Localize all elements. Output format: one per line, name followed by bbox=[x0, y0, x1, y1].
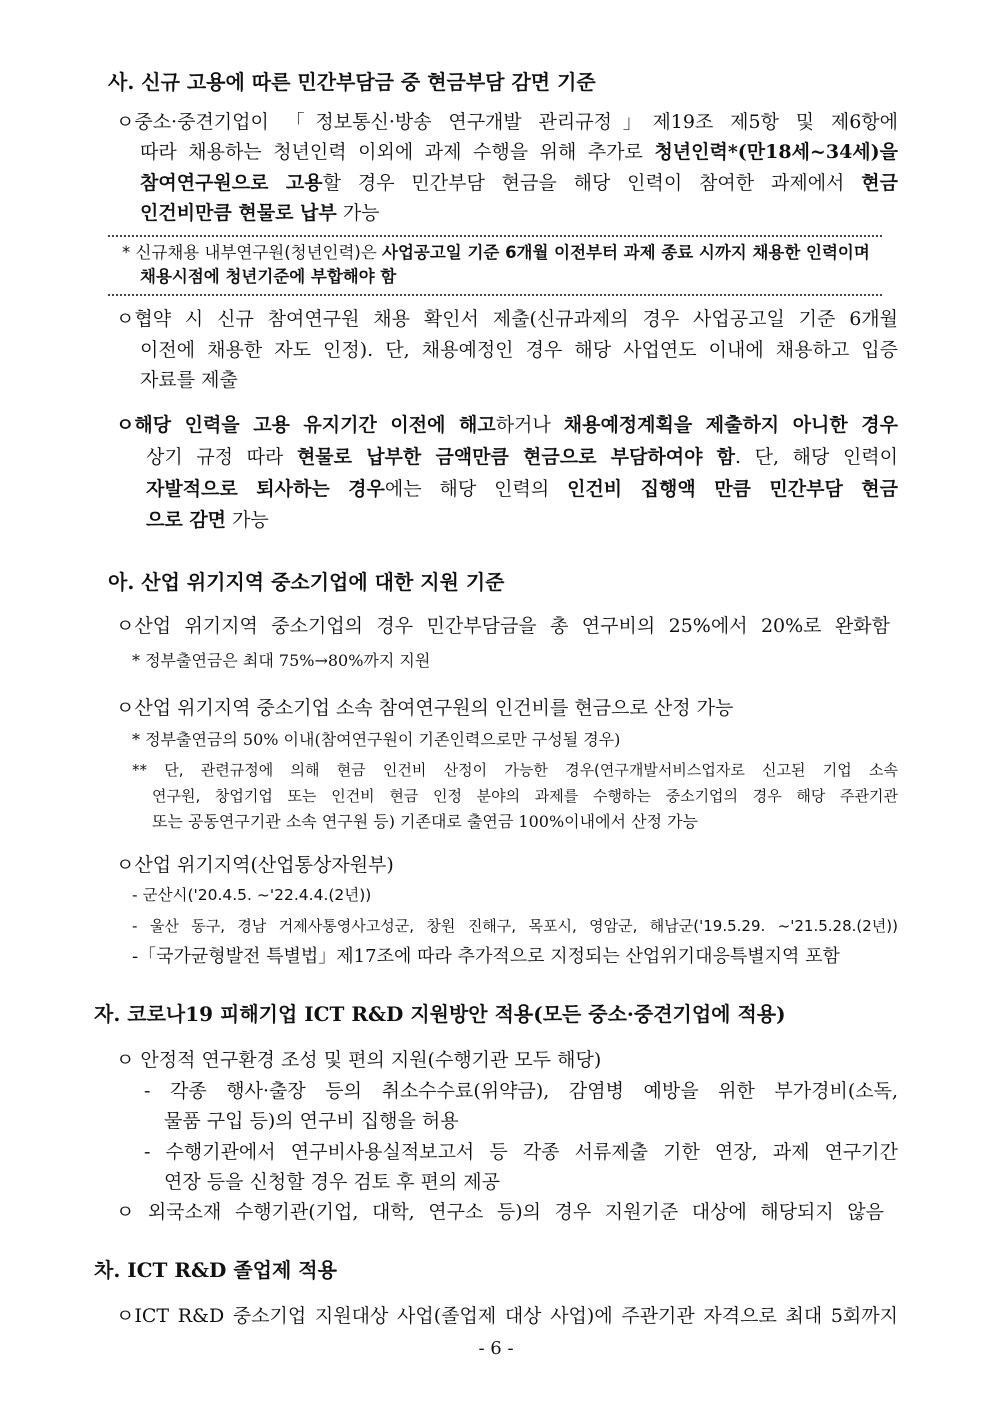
footnote-line: 또는 공동연구기관 소속 연구원 등) 기존대로 출연금 100%이내에서 산정 가능 bbox=[152, 812, 698, 831]
footnote-line: ** 단, 관련규정에 의해 현금 인건비 산정이 가능한 경우(연구개발서비스업자로 신고된 기업 소속 bbox=[132, 761, 898, 779]
section-title-sa: 사. 신규 고용에 따른 민간부담금 중 현금부담 감면 기준 bbox=[108, 70, 596, 94]
paragraph-line: 따라 채용하는 청년인력 이외에 과제 수행을 위해 추가로 청년인력*(만18세~34세)을 bbox=[140, 141, 898, 163]
paragraph-line: - 수행기관에서 연구비사용실적보고서 등 각종 서류제출 기한 연장, 과제 연구기간 bbox=[144, 1141, 898, 1163]
paragraph-line: 자료를 제출 bbox=[140, 369, 238, 391]
footnote-line: 연구원, 창업기업 또는 인건비 현금 인정 분야의 과제를 수행하는 중소기업의 경우 해당 주관기관 bbox=[152, 787, 898, 805]
paragraph-line: ㅇ 안정적 연구환경 조성 및 편의 지원(수행기관 모두 해당) bbox=[116, 1049, 602, 1071]
paragraph-line: ㅇ 외국소재 수행기관(기업, 대학, 연구소 등)의 경우 지원기준 대상에 해당되지 않음 bbox=[116, 1201, 884, 1223]
dotted-divider bbox=[108, 294, 882, 296]
paragraph-line: 자발적으로 퇴사하는 경우에는 해당 인력의 인건비 집행액 만큼 민간부담 현금 bbox=[146, 478, 898, 500]
paragraph-line: 인건비만큼 현물로 납부 가능 bbox=[140, 202, 380, 224]
paragraph-line: 참여연구원으로 고용할 경우 민간부담 현금을 해당 인력이 참여한 과제에서 현금 bbox=[140, 172, 898, 194]
section-title-ja: 자. 코로나19 피해기업 ICT R&D 지원방안 적용(모든 중소·중견기업에 적용) bbox=[94, 1002, 786, 1026]
paragraph-line: ㅇ협약 시 신규 참여연구원 채용 확인서 제출(신규과제의 경우 사업공고일 기준 6개월 bbox=[116, 308, 898, 330]
footnote-line: * 정부출연금은 최대 75%→80%까지 지원 bbox=[132, 651, 431, 670]
paragraph-line: 물품 구입 등)의 연구비 집행을 허용 bbox=[164, 1110, 459, 1132]
section-title-cha: 차. ICT R&D 졸업제 적용 bbox=[94, 1258, 337, 1282]
paragraph-line: 으로 감면 가능 bbox=[146, 509, 269, 531]
paragraph-line: 이전에 채용한 자도 인정). 단, 채용예정인 경우 해당 사업연도 이내에 채용하고 입증 bbox=[140, 339, 898, 361]
paragraph-line: ㅇICT R&D 중소기업 지원대상 사업(졸업제 대상 사업)에 주관기관 자격으로 최대 5회까지 bbox=[116, 1305, 898, 1327]
page-number: - 6 - bbox=[478, 1338, 514, 1359]
list-item: - 군산시('20.4.5. ~'22.4.4.(2년)) bbox=[132, 886, 372, 904]
footnote-line: * 신규채용 내부연구원(청년인력)은 사업공고일 기준 6개월 이전부터 과제 종료 시까지 채용한 인력이며 bbox=[122, 243, 870, 262]
footnote-line: 채용시점에 청년기준에 부합해야 함 bbox=[140, 267, 397, 286]
paragraph-line: ㅇ해당 인력을 고용 유지기간 이전에 해고하거나 채용예정계획을 제출하지 아니한 경우 bbox=[116, 414, 899, 436]
paragraph-line: ㅇ중소·중견기업이 「정보통신·방송 연구개발 관리규정」제19조 제5항 및 제6항에 bbox=[116, 111, 898, 133]
dotted-divider bbox=[108, 235, 882, 237]
paragraph-line: ㅇ산업 위기지역(산업통상자원부) bbox=[116, 854, 394, 876]
paragraph-line: 상기 규정 따라 현물로 납부한 금액만큼 현금으로 부담하여야 함. 단, 해당 인력이 bbox=[146, 446, 898, 468]
paragraph-line: ㅇ산업 위기지역 중소기업의 경우 민간부담금을 총 연구비의 25%에서 20%로 완화함 bbox=[116, 615, 890, 637]
list-item: - 울산 동구, 경남 거제사통영사고성군, 창원 진해구, 목포시, 영암군, 해남군('19.5.29. ~'21.5.28.(2년)) bbox=[132, 917, 898, 935]
list-item: -「국가균형발전 특별법」제17조에 따라 추가적으로 지정되는 산업위기대응특별지역 포함 bbox=[132, 946, 840, 967]
paragraph-line: 연장 등을 신청할 경우 검토 후 편의 제공 bbox=[164, 1171, 500, 1193]
paragraph-line: ㅇ산업 위기지역 중소기업 소속 참여연구원의 인건비를 현금으로 산정 가능 bbox=[116, 697, 734, 719]
paragraph-line: - 각종 행사·출장 등의 취소수수료(위약금), 감염병 예방을 위한 부가경비(소독, bbox=[144, 1080, 898, 1102]
section-title-a: 아. 산업 위기지역 중소기업에 대한 지원 기준 bbox=[108, 570, 505, 594]
footnote-line: * 정부출연금의 50% 이내(참여연구원이 기존인력으로만 구성될 경우) bbox=[132, 730, 621, 749]
